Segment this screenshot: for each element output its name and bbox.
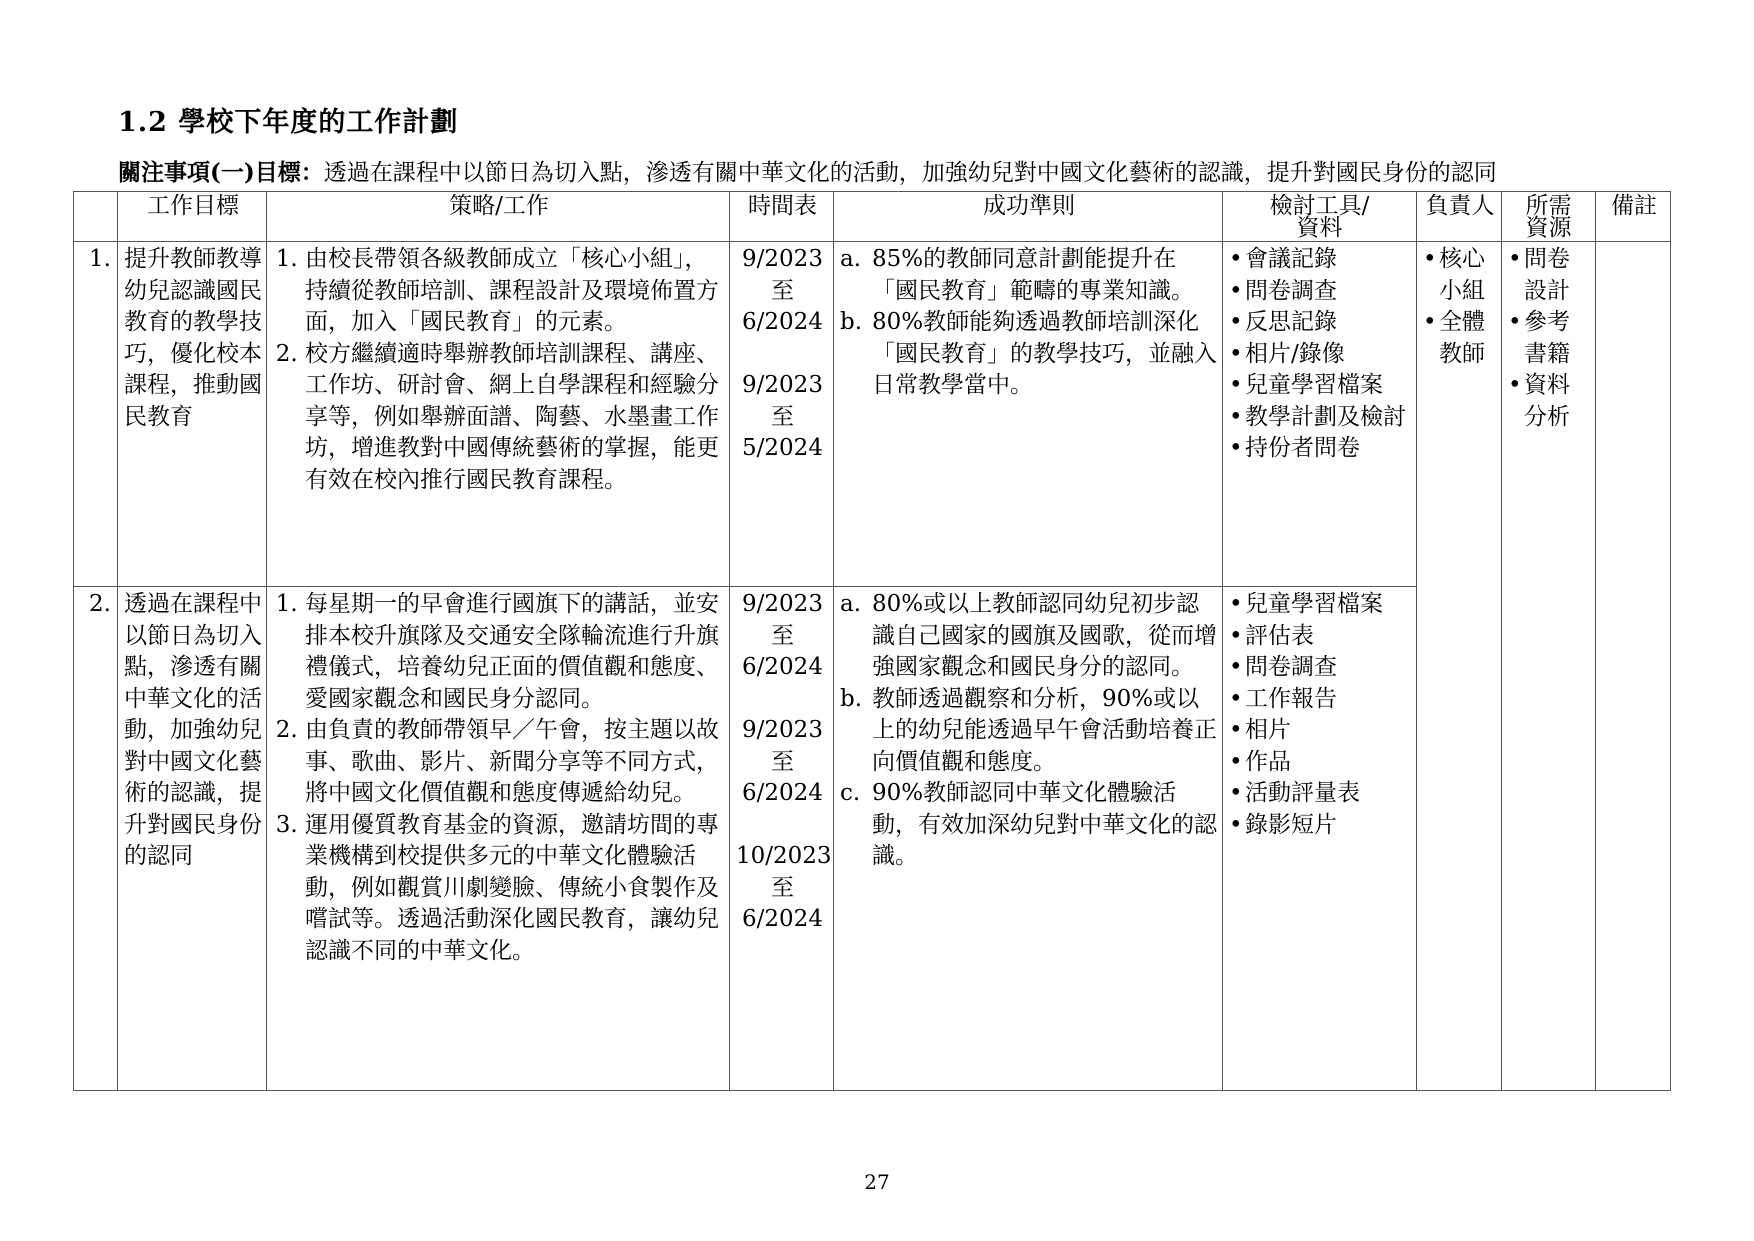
header-row xyxy=(74,192,1671,242)
criterion-letter: a. xyxy=(840,591,862,617)
tool-item: • 相片 xyxy=(1229,715,1412,747)
schedule-end: 6/2024 xyxy=(742,906,823,932)
schedule-start: 9/2023 xyxy=(742,246,823,272)
tool-item: • 會議記錄 xyxy=(1229,244,1412,276)
row-schedule xyxy=(730,587,834,1091)
tool-item: • 教學計劃及檢討 xyxy=(1229,402,1412,434)
schedule-to: 至 xyxy=(771,874,794,901)
person-item: • 全體教師 xyxy=(1423,307,1497,370)
resource-item: • 參考書籍 xyxy=(1508,307,1591,370)
schedule-end: 6/2024 xyxy=(742,780,823,806)
header-goal: 工作目標 xyxy=(118,192,267,242)
person-item: • 核心小組 xyxy=(1423,244,1497,307)
tool-item: • 問卷調查 xyxy=(1229,652,1412,684)
row-strategies xyxy=(267,242,730,587)
tool-item: • 反思記錄 xyxy=(1229,307,1412,339)
focus-label: 關注事項(一)目標： xyxy=(118,159,324,186)
schedule-to: 至 xyxy=(771,403,794,430)
criterion-text: 85%的教師同意計劃能提升在「國民教育」範疇的專業知識。 xyxy=(872,246,1194,304)
criterion-text: 教師透過觀察和分析，90%或以上的幼兒能透過早午會活動培養正向價值觀和態度。 xyxy=(872,685,1217,775)
work-plan-table xyxy=(73,191,1671,1091)
tool-item: • 相片/錄像 xyxy=(1229,339,1412,371)
schedule-start: 10/2023 xyxy=(736,843,832,869)
criterion xyxy=(840,778,1218,873)
tool-item: • 評估表 xyxy=(1229,621,1412,653)
header-resources: 所需資源 xyxy=(1502,192,1596,242)
criterion-text: 80%教師能夠透過教師培訓深化「國民教育」的教學技巧，並融入日常教學當中。 xyxy=(872,309,1217,398)
row-goal: 透過在課程中以節日為切入點，滲透有關中華文化的活動，加強幼兒對中國文化藝術的認識，提升對國民身份的認同 xyxy=(118,587,267,1091)
schedule-to: 至 xyxy=(771,748,794,775)
schedule-to: 至 xyxy=(771,277,794,304)
strategy-item: 1. 由校長帶領各級教師成立「核心小組」，持續從教師培訓、課程設計及環境佈置方面，加入「國民教育」的元素。 xyxy=(305,244,725,339)
row-strategies xyxy=(267,587,730,1091)
resource-item: • 問卷設計 xyxy=(1508,244,1591,307)
focus-goal xyxy=(118,154,1497,187)
tool-item: • 兒童學習檔案 xyxy=(1229,589,1412,621)
criterion xyxy=(840,589,1218,684)
header-schedule: 時間表 xyxy=(730,192,834,242)
criterion-text: 80%或以上教師認同幼兒初步認識自己國家的國旗及國歌，從而增強國家觀念和國民身分的認同。 xyxy=(872,591,1217,680)
criterion-text: 90%教師認同中華文化體驗活動，有效加深幼兒對中華文化的認識。 xyxy=(872,780,1217,869)
focus-text: 透過在課程中以節日為切入點，滲透有關中華文化的活動，加強幼兒對中國文化藝術的認識，提升對國民身份的認同 xyxy=(323,160,1497,186)
tool-item: • 錄影短片 xyxy=(1229,810,1412,842)
row-number: 1. xyxy=(74,242,118,587)
table-row xyxy=(74,242,1671,587)
criterion xyxy=(840,244,1218,307)
header-criteria: 成功準則 xyxy=(834,192,1223,242)
schedule-end: 6/2024 xyxy=(742,309,823,335)
header-strategy: 策略/工作 xyxy=(267,192,730,242)
tool-item: • 兒童學習檔案 xyxy=(1229,370,1412,402)
row-tools xyxy=(1223,242,1417,587)
header-no xyxy=(74,192,118,242)
section-heading: 1.2 學校下年度的工作計劃 xyxy=(118,107,459,138)
schedule-end: 6/2024 xyxy=(742,654,823,680)
tool-item: • 活動評量表 xyxy=(1229,778,1412,810)
header-remarks: 備註 xyxy=(1596,192,1671,242)
row-tools xyxy=(1223,587,1417,1091)
row-schedule xyxy=(730,242,834,587)
criterion-letter: b. xyxy=(840,309,863,335)
row-goal: 提升教師教導幼兒認識國民教育的教學技巧，優化校本課程，推動國民教育 xyxy=(118,242,267,587)
resource-item: • 資料分析 xyxy=(1508,370,1591,433)
criterion xyxy=(840,684,1218,779)
criterion-letter: a. xyxy=(840,246,862,272)
row-remarks xyxy=(1596,242,1671,1091)
row-resources xyxy=(1502,242,1596,1091)
page-number: 27 xyxy=(864,1170,890,1194)
schedule-start: 9/2023 xyxy=(742,372,823,398)
tool-item: • 工作報告 xyxy=(1229,684,1412,716)
strategy-item: 2. 由負責的教師帶領早／午會，按主題以故事、歌曲、影片、新聞分享等不同方式，將中國文化價值觀和態度傳遞給幼兒。 xyxy=(305,715,725,810)
strategy-item: 3. 運用優質教育基金的資源，邀請坊間的專業機構到校提供多元的中華文化體驗活動，例如觀賞川劇變臉、傳統小食製作及嚐試等。透過活動深化國民教育，讓幼兒認識不同的中華文化。 xyxy=(305,810,725,968)
schedule-start: 9/2023 xyxy=(742,717,823,743)
tool-item: • 作品 xyxy=(1229,747,1412,779)
tool-item: • 持份者問卷 xyxy=(1229,433,1412,465)
schedule-to: 至 xyxy=(771,622,794,649)
strategy-item: 1. 每星期一的早會進行國旗下的講話，並安排本校升旗隊及交通安全隊輪流進行升旗禮儀式，培養幼兒正面的價值觀和態度、愛國家觀念和國民身分認同。 xyxy=(305,589,725,715)
tool-item: • 問卷調查 xyxy=(1229,276,1412,308)
row-person xyxy=(1417,242,1502,1091)
schedule-start: 9/2023 xyxy=(742,591,823,617)
criterion xyxy=(840,307,1218,402)
header-tools: 檢討工具/資料 xyxy=(1223,192,1417,242)
criterion-letter: c. xyxy=(840,780,861,806)
schedule-end: 5/2024 xyxy=(742,435,823,461)
row-number: 2. xyxy=(74,587,118,1091)
row-criteria xyxy=(834,587,1223,1091)
row-criteria xyxy=(834,242,1223,587)
strategy-item: 2. 校方繼續適時舉辦教師培訓課程、講座、工作坊、研討會、網上自學課程和經驗分享等，例如舉辦面譜、陶藝、水墨畫工作坊，增進教對中國傳統藝術的掌握，能更有效在校內推行國民教育課程。 xyxy=(305,339,725,497)
criterion-letter: b. xyxy=(840,685,863,712)
header-person: 負責人 xyxy=(1417,192,1502,242)
